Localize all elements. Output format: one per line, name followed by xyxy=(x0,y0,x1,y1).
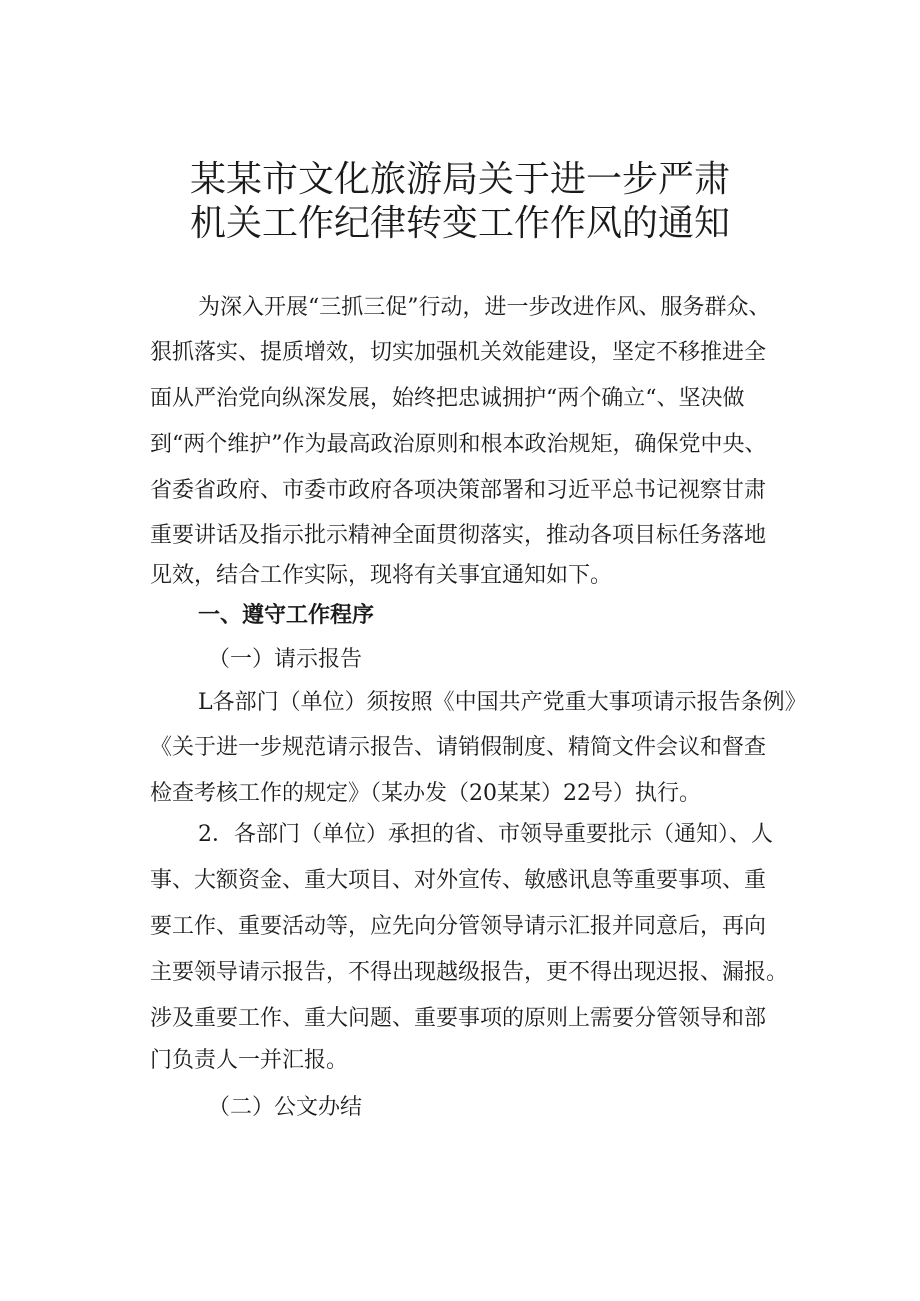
subsection-heading-2: （二）公文办结 xyxy=(208,1095,363,1120)
intro-line-3: 面从严治党向纵深发展，始终把忠诚拥护“两个确立“、坚决做 xyxy=(150,386,745,411)
document-title-line-1: 某某市文化旅游局关于进一步严肃 xyxy=(189,159,730,200)
document-title-line-2: 机关工作纪律转变工作作风的通知 xyxy=(189,203,730,244)
section-heading-1: 一、遵守工作程序 xyxy=(198,603,375,628)
intro-line-5: 省委省政府、市委市政府各项决策部署和习近平总书记视察甘肃 xyxy=(150,478,767,503)
item-2-line-6: 门负责人一并汇报。 xyxy=(150,1048,349,1073)
item-1-line-2: 《关于进一步规范请示报告、请销假制度、精简文件会议和督查 xyxy=(150,735,767,760)
intro-line-4: 到“两个维护”作为最高政治原则和根本政治规矩，确保党中央、 xyxy=(150,432,767,457)
item-1-line-3: 检查考核工作的规定》（某办发（20某某）22号）执行。 xyxy=(150,781,701,806)
item-2-line-3: 要工作、重要活动等，应先向分管领导请示汇报并同意后，再向 xyxy=(150,914,767,939)
item-2-line-5: 涉及重要工作、重大问题、重要事项的原则上需要分管领导和部 xyxy=(150,1006,767,1031)
item-2-line-1: 2．各部门（单位）承担的省、市领导重要批示（通知）、人 xyxy=(198,822,773,847)
intro-line-6: 重要讲话及指示批示精神全面贯彻落实，推动各项目标任务落地 xyxy=(150,523,767,548)
item-2-line-2: 事、大额资金、重大项目、对外宣传、敏感讯息等重要事项、重 xyxy=(150,868,767,893)
subsection-heading-1: （一）请示报告 xyxy=(208,647,363,672)
intro-line-7: 见效，结合工作实际，现将有关事宜通知如下。 xyxy=(150,563,613,588)
item-1-line-1: L各部门（单位）须按照《中国共产党重大事项请示报告条例》 xyxy=(198,690,807,715)
item-2-line-4: 主要领导请示报告，不得出现越级报告，更不得出现迟报、漏报。 xyxy=(150,960,789,985)
intro-line-1: 为深入开展“三抓三促”行动，进一步改进作风、服务群众、 xyxy=(198,295,771,320)
intro-line-2: 狠抓落实、提质增效，切实加强机关效能建设，坚定不移推进全 xyxy=(150,340,767,365)
